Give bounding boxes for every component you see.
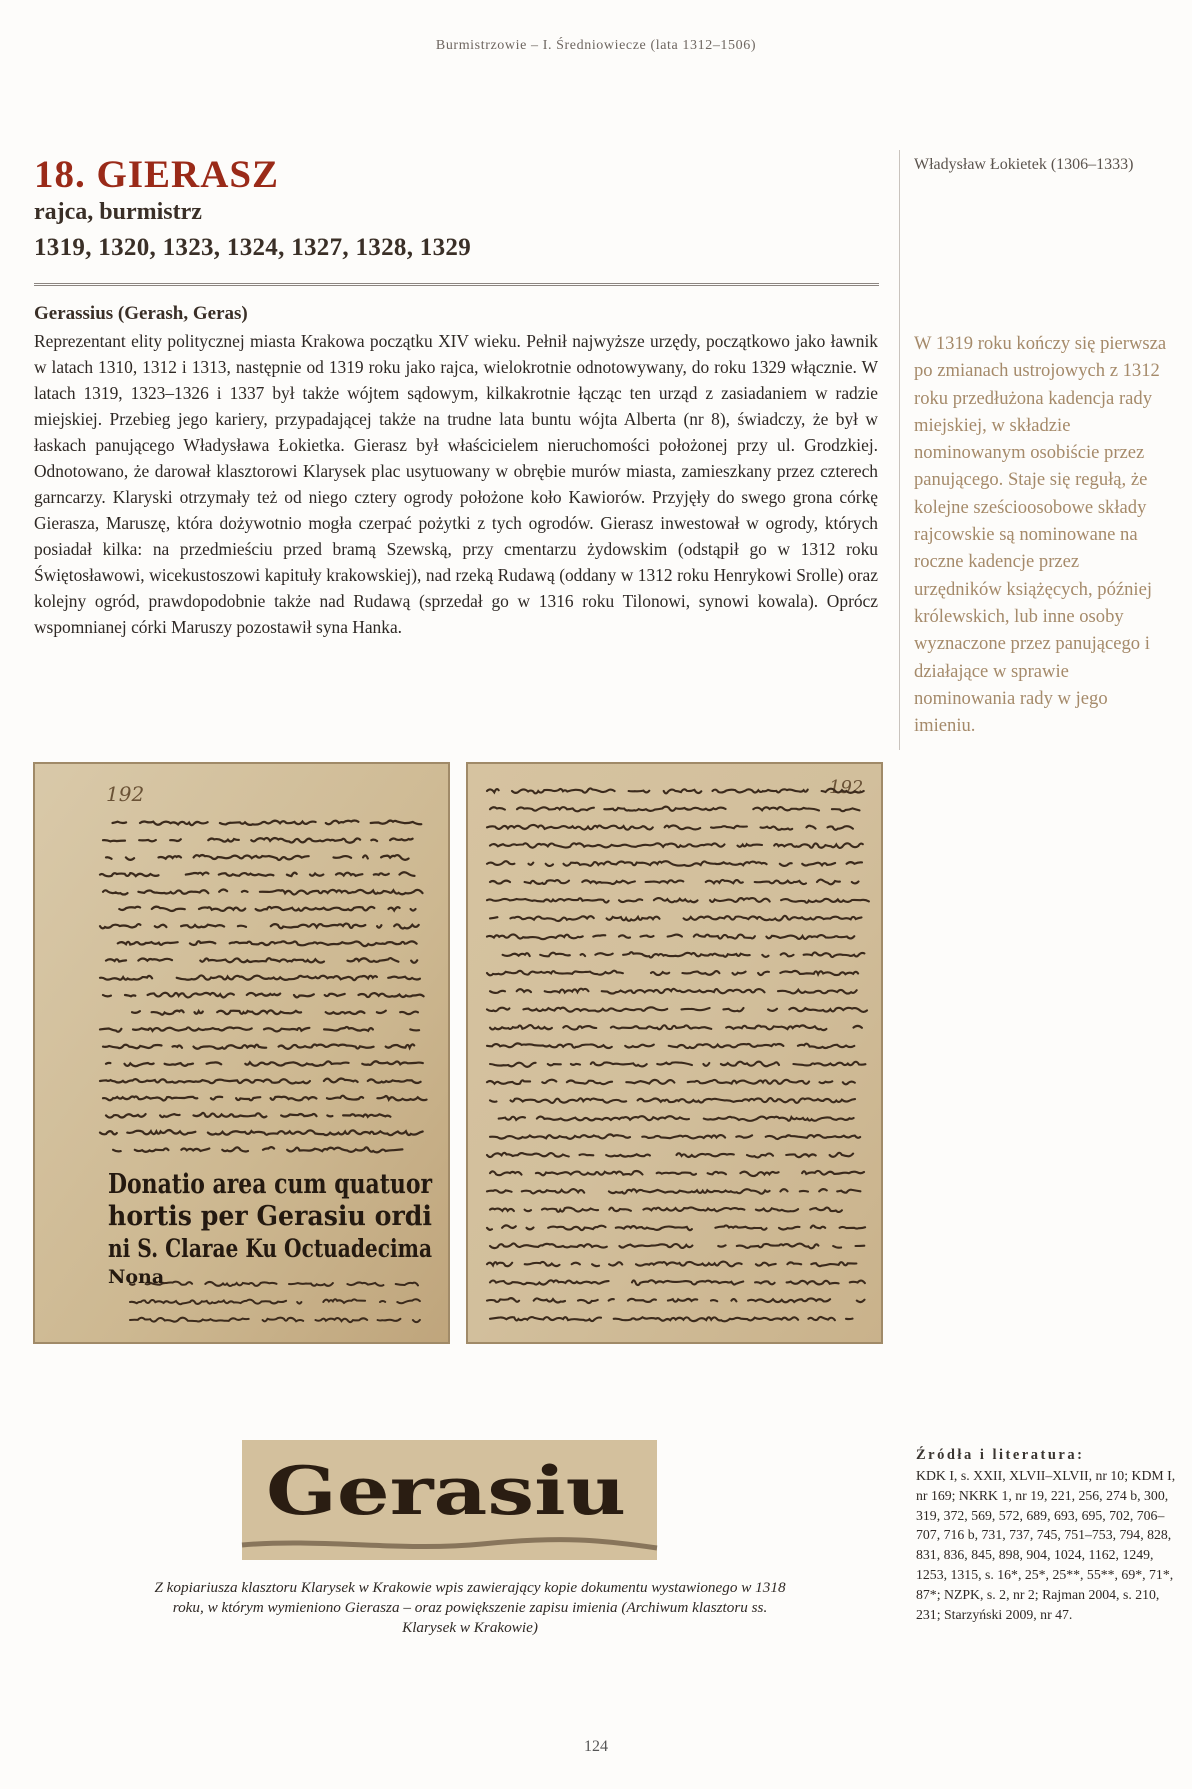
figure-caption: Z kopiariusza klasztoru Klarysek w Krakowie wpis zawierający kopie dokumentu wystawionego w 1318 roku, w którym wymieniono Gierasza – oraz powiększenie zapisu imienia (Archiwum klasztoru ss. Klarysek w Krakowie) — [154, 1579, 786, 1636]
rubric-line-3: ni S. Clarae Ku Octuadecima — [108, 1234, 432, 1263]
manuscript-right-drawing — [467, 763, 882, 1343]
page-number: 124 — [584, 1738, 608, 1755]
manuscript-left-drawing — [34, 763, 449, 1343]
manuscript-image-left — [34, 763, 449, 1343]
folio-number-right: 192 — [829, 777, 864, 798]
folio-number-left: 192 — [106, 782, 145, 806]
manuscript-image-right — [467, 763, 882, 1343]
name-enlargement — [242, 1440, 657, 1560]
column-divider — [899, 150, 900, 750]
running-head: Burmistrzowie – I. Średniowiecze (lata 1312–1506) — [435, 38, 757, 53]
entry-years: 1319, 1320, 1323, 1324, 1327, 1328, 1329 — [34, 234, 471, 261]
rubric-line-2: hortis per Gerasiu ordi — [108, 1201, 432, 1232]
reign-label: Władysław Łokietek (1306–1333) — [914, 156, 1134, 173]
rubric-line-1: Donatio area cum quatuor — [108, 1169, 433, 1200]
enlarged-name: Gerasiu — [266, 1452, 626, 1530]
entry-title: 18. GIERASZ — [34, 153, 280, 196]
sources-text: KDK I, s. XXII, XLVII–XLVII, nr 10; KDM I, nr 169; NKRK 1, nr 19, 221, 256, 274 b, 300, 319, 372, 569, 572, 689, 693, 695, 702, 706–707, 716 b, 731, 737, 745, 751–753, 794, 828, 831, 836, 845, 898, 904, 1024, 1162, 1249, 1253, 1315, s. 16*, 25*, 25**, 55**, 69*, 71*, 87*; NZPK, s. 2, nr 2; Rajman 2004, s. 210, 231; Starzyński 2009, nr 47. — [916, 1468, 1176, 1622]
biography-text: Reprezentant elity politycznej miasta Krakowa początku XIV wieku. Pełnił najwyższe urzędy, początkowo jako ławnik w latach 1310, 1312 i 1313, następnie od 1319 roku jako rajca, wielokrotnie odnotowywany, do roku 1329 włącznie. W latach 1319, 1323–1326 i 1337 był także wójtem sądowym, kilkakrotnie łącząc ten urząd z zasiadaniem w radzie miejskiej. Przebieg jego kariery, przypadającej także na trudne lata buntu wójta Alberta (nr 8), świadczy, że był w łaskach panującego Władysława Łokietka. Gierasz był właścicielem nieruchomości położonej przy ul. Grodzkiej. Odnotowano, że darował klasztorowi Klarysek plac usytuowany w obrębie murów miasta, zamieszkany przez czterech garncarzy. Klaryski otrzymały też od niego cztery ogrody położone koło Kawiorów. Przyjęły do swego grona córkę Gierasza, Maruszę, która dożywotnio mogła czerpać pożytki z tych ogrodów. Gierasz inwestował w ogrody, których posiadał kilka: na przedmieściu przed bramą Szewską, przy cmentarzu żydowskim (odstąpił go w 1312 roku Świętosławowi, wicekustoszowi kapituły krakowskiej), nad rzeką Rudawą (oddany w 1312 roku Henrykowi Srolle) oraz kolejny ogród, prawdopodobnie także nad Rudawą (sprzedał go w 1316 roku Tilonowi, synowi kowala). Oprócz wspomnianej córki Maruszy pozostawił syna Hanka. — [34, 331, 878, 637]
sidebar-note: W 1319 roku kończy się pierwsza po zmianach ustrojowych z 1312 roku przedłużona kadencja rady miejskiej, w składzie nominowanym osobiście przez panującego. Staje się regułą, że kolejne sześcioosobowe składy rajcowskie są nominowane na roczne kadencje przez urzędników książęcych, później królewskich, lub inne osoby wyznaczone przez panującego i działające w sprawie nominowania rady w jego imieniu. — [914, 333, 1167, 737]
name-enlargement-drawing — [242, 1440, 657, 1560]
rubric-line-4: Nona — [108, 1266, 165, 1288]
sources-heading: Źródła i literatura: — [916, 1447, 1085, 1463]
title-rule — [34, 283, 879, 286]
entry-roles: rajca, burmistrz — [34, 199, 202, 225]
latin-name: Gerassius (Gerash, Geras) — [34, 303, 248, 324]
parchment-right — [467, 763, 882, 1343]
